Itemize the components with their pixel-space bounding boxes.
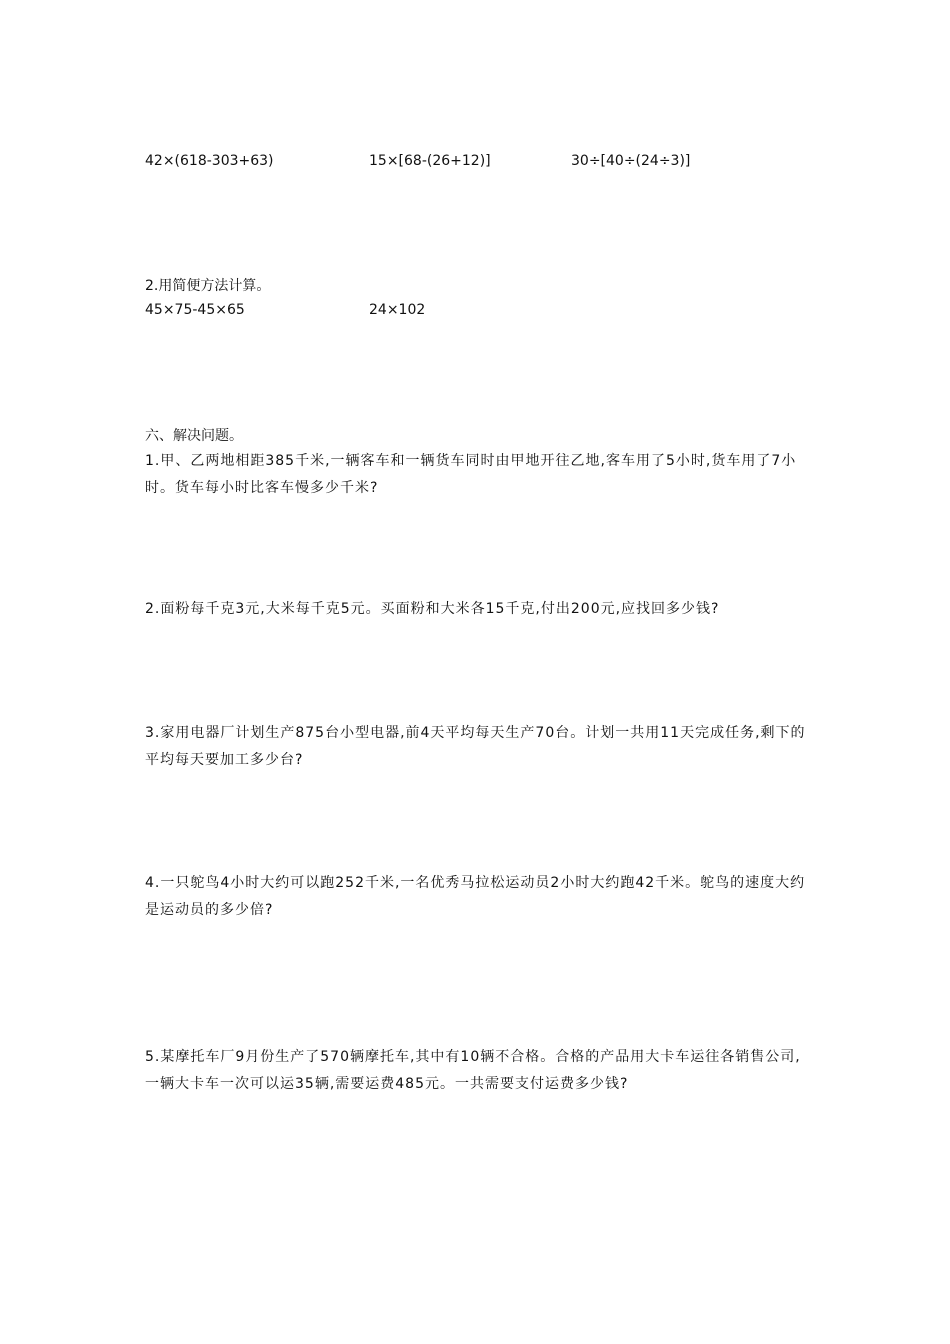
problem-5: 5.某摩托车厂9月份生产了570辆摩托车,其中有10辆不合格。合格的产品用大卡车运往各销售公司,一辆大卡车一次可以运35辆,需要运费485元。一共需要支付运费多少钱? [145, 1049, 801, 1092]
simplify-item-2: 24×102 [369, 302, 426, 318]
problem-1: 1.甲、乙两地相距385千米,一辆客车和一辆货车同时由甲地开往乙地,客车用了5小时,货车用了7小时。货车每小时比客车慢多少千米? [145, 453, 797, 496]
problem-3: 3.家用电器厂计划生产875台小型电器,前4天平均每天生产70台。计划一共用11天完成任务,剩下的平均每天要加工多少台? [145, 725, 806, 768]
expression-2: 15×[68-(26+12)] [369, 153, 491, 169]
problem-4: 4.一只鸵鸟4小时大约可以跑252千米,一名优秀马拉松运动员2小时大约跑42千米。鸵鸟的速度大约是运动员的多少倍? [145, 875, 806, 918]
expression-3: 30÷[40÷(24÷3)] [571, 153, 691, 169]
section6-heading: 六、解决问题。 [145, 428, 243, 444]
problem-2: 2.面粉每千克3元,大米每千克5元。买面粉和大米各15千克,付出200元,应找回多少钱? [145, 601, 720, 617]
simplify-item-1: 45×75-45×65 [145, 302, 245, 318]
section2-heading: 2.用简便方法计算。 [145, 278, 271, 294]
expression-1: 42×(618-303+63) [145, 153, 274, 169]
